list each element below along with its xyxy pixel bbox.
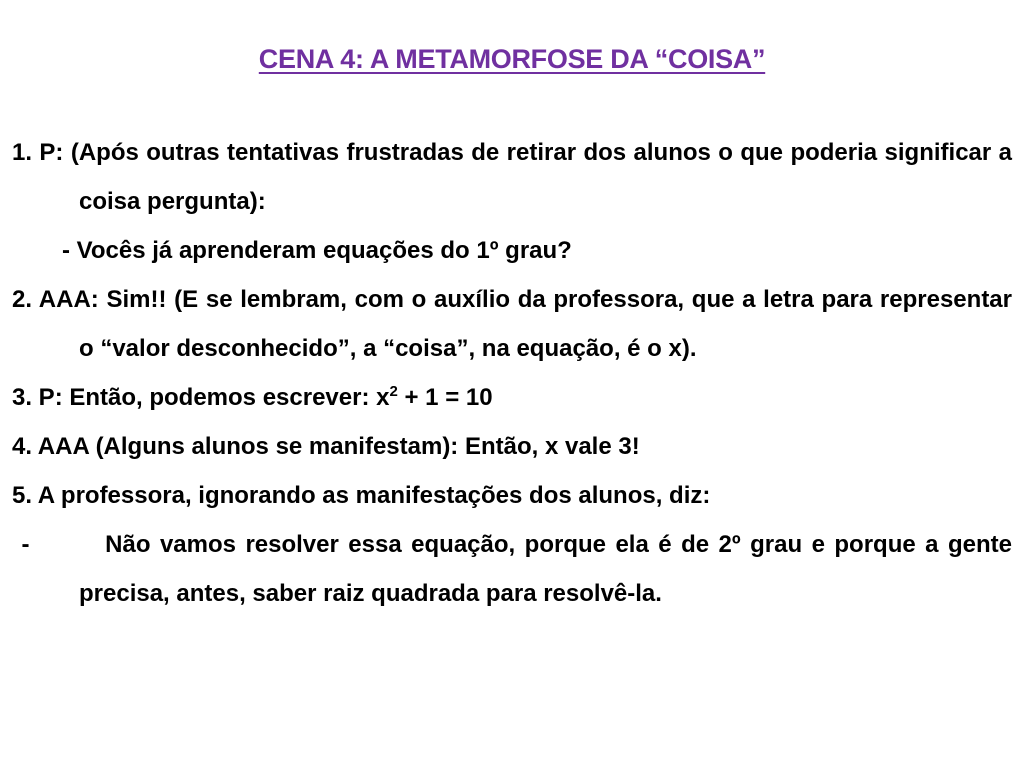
dialogue-line-5: 5. A professora, ignorando as manifestações dos alunos, diz:: [12, 482, 711, 509]
dialogue-line-2: 2. AAA: Sim!! (E se lembram, com o auxílio da professora, que a letra para representar o “valor desconhecido”, a “coisa”, na equação, é o x).: [12, 286, 1012, 362]
slide-title: CENA 4: A METAMORFOSE DA “COISA”: [258, 44, 766, 74]
dialogue-line-1: 1. P: (Após outras tentativas frustradas de retirar dos alunos o que poderia significar a coisa pergunta):: [12, 139, 1012, 215]
dialogue-line-5-quote: - Não vamos resolver essa equação, porque ela é de 2º grau e porque a gente precisa, antes, saber raiz quadrada para resolvê-la.: [12, 531, 1019, 607]
dialogue-line-3: [12, 373, 1012, 422]
dialogue-line-1-question: - Vocês já aprenderam equações do 1º grau?: [62, 237, 572, 264]
dialogue-line-4: 4. AAA (Alguns alunos se manifestam): Então, x vale 3!: [12, 433, 640, 460]
slide-body: [12, 128, 1019, 618]
equation-prefix: 3. P: Então, podemos escrever: x: [12, 384, 390, 411]
equation-suffix: + 1 = 10: [397, 384, 493, 411]
equation-exponent: 2: [389, 383, 398, 400]
